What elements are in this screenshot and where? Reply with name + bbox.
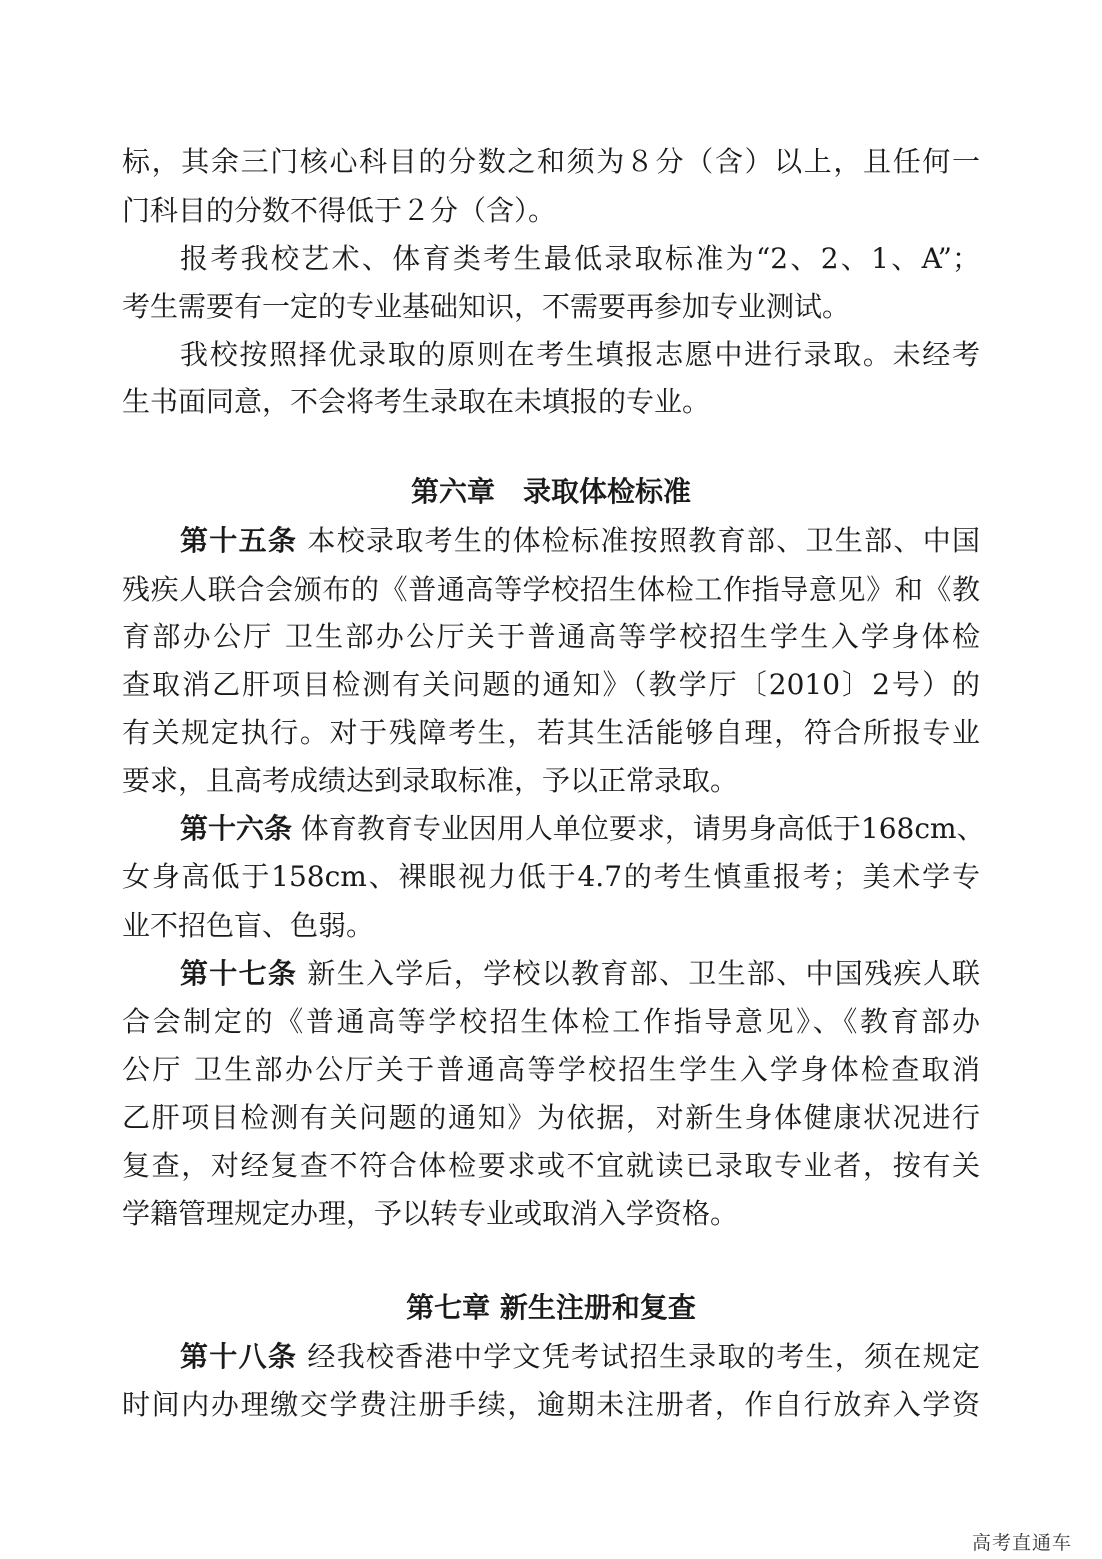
article-15-line-3: 育部办公厅 卫生部办公厅关于普通高等学校招生学生入学身体检 — [122, 620, 980, 653]
article-17-line-2: 合会制定的《普通高等学校招生体检工作指导意见》、《教育部办 — [122, 1005, 980, 1038]
article-15-line-6: 要求，且高考成绩达到录取标准，予以正常录取。 — [122, 764, 739, 797]
chapter-7-heading: 第七章 新生注册和复查 — [406, 1291, 696, 1324]
para-2-line-1: 报考我校艺术、体育类考生最低录取标准为“2、2、1、A”； — [180, 242, 980, 275]
article-18-line-2: 时间内办理缴交学费注册手续，逾期未注册者，作自行放弃入学资 — [122, 1388, 980, 1421]
article-15-line-1: 第十五条 本校录取考生的体检标准按照教育部、卫生部、中国 — [180, 524, 980, 557]
article-16-line-3: 业不招色盲、色弱。 — [122, 909, 375, 942]
watermark: 高考直通车 — [971, 1532, 1072, 1554]
article-17-line-4: 乙肝项目检测有关问题的通知》为依据，对新生身体健康状况进行 — [122, 1101, 980, 1134]
article-17-line-5: 复查，对经复查不符合体检要求或不宜就读已录取专业者，按有关 — [122, 1149, 980, 1182]
article-17-line-6: 学籍管理规定办理，予以转专业或取消入学资格。 — [122, 1197, 739, 1230]
para-1-line-2: 门科目的分数不得低于２分（含）。 — [122, 194, 557, 227]
article-16-line-2: 女身高低于158cm、裸眼视力低于4.7的考生慎重报考；美术学专 — [122, 860, 980, 893]
article-16-line-1: 第十六条 体育教育专业因用人单位要求，请男身高低于168cm、 — [180, 812, 985, 845]
article-15-line-5: 有关规定执行。对于残障考生，若其生活能够自理，符合所报专业 — [122, 716, 980, 749]
article-15-line-4: 查取消乙肝项目检测有关问题的通知》（教学厅〔2010〕2号）的 — [122, 668, 980, 701]
chapter-6-heading: 第六章 录取体检标准 — [410, 475, 691, 508]
para-3-line-1: 我校按照择优录取的原则在考生填报志愿中进行录取。未经考 — [180, 338, 980, 371]
article-18-label: 第十八条 — [180, 1340, 298, 1373]
para-3-line-2: 生书面同意，不会将考生录取在未填报的专业。 — [122, 385, 711, 418]
article-18-line-1: 第十八条 经我校香港中学文凭考试招生录取的考生，须在规定 — [180, 1340, 980, 1373]
article-15-label: 第十五条 — [180, 524, 298, 557]
article-17-line-3: 公厅 卫生部办公厅关于普通高等学校招生学生入学身体检查取消 — [122, 1053, 980, 1086]
article-16-label: 第十六条 — [180, 812, 293, 845]
para-2-line-2: 考生需要有一定的专业基础知识，不需要再参加专业测试。 — [122, 290, 851, 323]
para-1-line-1: 标，其余三门核心科目的分数之和须为８分（含）以上，且任何一 — [122, 145, 980, 178]
article-17-label: 第十七条 — [180, 957, 298, 990]
article-15-line-2: 残疾人联合会颁布的《普通高等学校招生体检工作指导意见》和《教 — [122, 573, 980, 606]
article-17-line-1: 第十七条 新生入学后，学校以教育部、卫生部、中国残疾人联 — [180, 957, 980, 990]
